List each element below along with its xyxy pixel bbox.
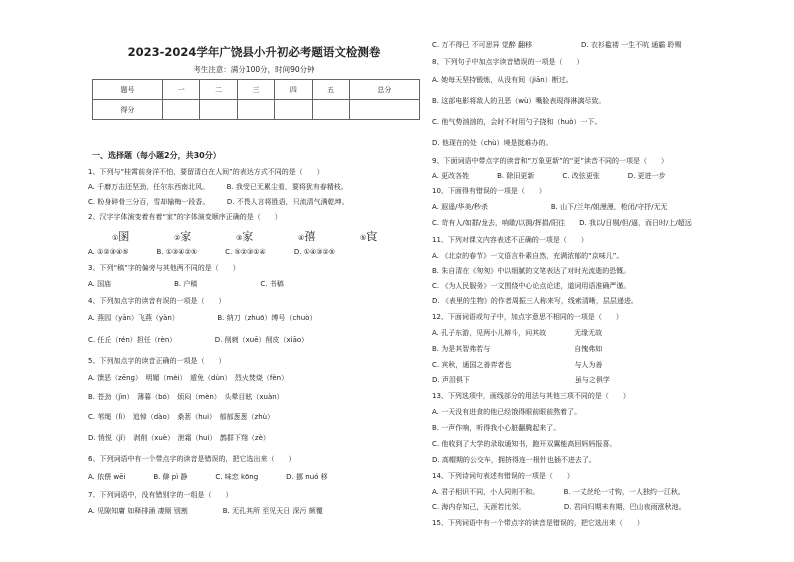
- question-line: B. 朱自清在《匆匆》中以细腻的文笔表达了对时光流逝的恐慨。: [432, 267, 631, 275]
- question-line: 13、下列选项中，画线部分的用法与其他三项不同的是（ ）: [432, 392, 630, 400]
- question-line: C. 苇绳（lì） 追悼（dào） 桑葚（hui） 郁郁葱葱（zhù）: [88, 413, 275, 421]
- glyph-evolution-row: [112, 228, 412, 246]
- score-header-cell: 一: [163, 80, 200, 100]
- glyph-item: ③家: [236, 230, 254, 243]
- question-line: 2、汉字字体演变着有着“家”的字体演变顺序正确的是（ ）: [88, 213, 282, 221]
- score-table: [92, 79, 420, 120]
- question-line: D. 高帽期的公交车，拥挤得连一根针也插不进去了。: [432, 456, 596, 464]
- score-header-cell: 总分: [349, 80, 419, 100]
- page-title: 2023-2024学年广饶县小升初必考题语文检测卷: [127, 45, 381, 59]
- score-cell[interactable]: [237, 100, 274, 120]
- question-line: C. 苛有人/如群/龙去，响歇/以拥/挥捐/阳往 D. 我以/日剔/但/逼，而日时/上/超远: [432, 219, 692, 227]
- question-line: A. 她每天坚持锻炼，从没有间（jiān）断过。: [432, 76, 573, 84]
- question-line: A. 《北京的春节》一文语言朴素自然，充满浓郁的“京味儿”。: [432, 252, 624, 260]
- question-line: B. 为是其智弗若与 自愧弗如: [432, 345, 603, 353]
- exam-notice: 考生注意：满分100分，时间90分钟: [193, 65, 315, 74]
- question-line: A. 馈恶（zēng） 明媚（mèi） 遁免（dùn） 烈火焚烧（fèn）: [88, 374, 289, 382]
- score-header-cell: 二: [200, 80, 237, 100]
- question-line: C. 海内存知己，天涯若比邻。 D. 君问归期未有期，巴山夜雨涨秋池。: [432, 503, 686, 511]
- glyph-item: ⑤㝗: [360, 230, 378, 243]
- question-line: 3、下列“稿”字的偏旁与其他两不同的是（ ）: [88, 264, 240, 272]
- question-line: 7、下列词语中，没有错别字的一组是（ ）: [88, 491, 233, 499]
- question-line: A. 君子相识不同，小人同则不和。 B. 一丈丝纶一寸钩，一人独约一江秋。: [432, 488, 685, 496]
- glyph-item: ①圂: [112, 230, 130, 243]
- question-line: 11、下列对课文内容表述不正确的一项是（ ）: [432, 236, 588, 244]
- section-heading: 一、选择题（每小题2分，共30分）: [92, 151, 221, 160]
- score-header-cell: 题号: [93, 80, 163, 100]
- question-line: 12、下面词语或句子中，加点字意思不相同的一项是（ ）: [432, 313, 623, 321]
- question-line: A. 国庙 B. 户稿 C. 书稿: [88, 280, 284, 288]
- question-line: A. 燕园（yān）飞燕（yàn） B. 纳刀（zhuō）缚号（chuò）: [88, 314, 317, 322]
- question-line: C. 《为人民服务》一文围绕中心论点论述，道词用语准确严谨。: [432, 282, 631, 290]
- score-header-cell: 三: [237, 80, 274, 100]
- question-line: D. 悄悦（jǐ） 剥削（xuè） 泄霜（hui） 鹊群下翔（zè）: [88, 434, 270, 442]
- score-cell[interactable]: [349, 100, 419, 120]
- question-line: B. 苍劲（jìn） 薄暮（bó） 烦闷（mèn） 头晕目眩（xuàn）: [88, 393, 284, 401]
- question-line: A. 遐遥/华美/秒杀 B. 山下/兰年/姐漫漫，枪闭/守抒/无无: [432, 203, 668, 211]
- question-line: 14、下列诗词句表述有错误的一项是（ ）: [432, 472, 574, 480]
- question-line: D. 《表里的生物》的作者周振三人称来写，线索清晰，层层递进。: [432, 297, 638, 305]
- question-line: A. 孔子东游，见两小儿辩斗，问其故 无缘无故: [432, 329, 603, 337]
- question-line: C. 他气势汹汹的，会时不时用勺子挠和（huò）一下。: [432, 118, 602, 126]
- question-line: D. 声泪俱下 虽与之俱学: [432, 376, 610, 384]
- question-line: A. 依偎 wēi B. 僻 pì 静 C. 味恋 kōng D. 挪 nuó 移: [88, 473, 328, 481]
- question-line: C. 宾秋，通国之善弈者也 与人为善: [432, 361, 603, 369]
- question-line: B. 一声作响，听得我小心脏翻腾起来了。: [432, 424, 561, 432]
- score-cell[interactable]: [200, 100, 237, 120]
- question-line: 1、下列与“桂霄前身洋不怕，要留清白在人间”的表达方式不同的是（ ）: [88, 168, 324, 176]
- question-line: 5、下列加点字的读音正确的一项是（ ）: [88, 357, 226, 365]
- question-line: 8、下列句子中加点字读音错误的一项是（ ）: [432, 58, 584, 66]
- question-line: A. 一天没有进食的他已经饿得眼前眼前熬着了。: [432, 408, 582, 416]
- question-line: 4、下列加点字的读音有误的一项是（ ）: [88, 297, 226, 305]
- question-line: A. 更改各姓 B. 除旧更新 C. 改弦更张 D. 更进一步: [432, 172, 666, 180]
- question-line: A. 见隙知庸 如释排涌 凄厕 别割 B. 无孔其所 至见天日 深污 颇覆: [88, 507, 323, 515]
- glyph-item: ②家: [174, 230, 192, 243]
- score-table-header-row: [93, 80, 420, 100]
- score-cell[interactable]: [163, 100, 200, 120]
- score-row-label: 得分: [93, 100, 163, 120]
- question-line: C. 粉身碎骨三分百，雪却输梅一段香。 D. 不畏人言将胜语，只流清气满乾坤。: [88, 198, 349, 206]
- question-line: B. 这部电影将敌人的丑恶（wù）嘴脸表现得淋漓尽致。: [432, 97, 606, 105]
- question-line: D. 他现在的处（chù）境是挺难办的。: [432, 139, 553, 147]
- question-line: C. 他收到了大学的录取通知书，跑开双翼能高回妈妈报喜。: [432, 440, 617, 448]
- score-cell[interactable]: [312, 100, 349, 120]
- score-header-cell: 四: [275, 80, 312, 100]
- question-line: 9、下面词语中带点字的读音和“万象更新”的“更”读音不同的一项是（ ）: [432, 157, 668, 165]
- score-cell[interactable]: [275, 100, 312, 120]
- question-line: C. 任丘（rén）担任（rèn） D. 削刺（xuē）削皮（xiāo）: [88, 336, 309, 344]
- score-table-score-row: [93, 100, 420, 120]
- question-line: A. 千磨万击还坚劲，任尔东西南北风。 B. 我受已无累尘看，要将犹有春精枝。: [88, 183, 348, 191]
- question-line: 15、下列词语中有一个带点字的读音是错误的，把它选出来（ ）: [432, 519, 644, 527]
- question-line: C. 万不得已 不可思异 觉醉 翻移 D. 衣衫褴褛 一生不吭 通霸 聆赐: [432, 41, 682, 49]
- glyph-item: ④㝆: [298, 230, 316, 243]
- question-line: 6、下列词语中有一个带点字的读音是错误的，把它选出来（ ）: [88, 455, 296, 463]
- question-line: A. ①②③④⑤ B. ①③④②⑤ C. ⑤②③①④ D. ①④③②⑤: [88, 248, 336, 256]
- question-line: 10、下面得有错误的一项是（ ）: [432, 187, 546, 195]
- score-header-cell: 五: [312, 80, 349, 100]
